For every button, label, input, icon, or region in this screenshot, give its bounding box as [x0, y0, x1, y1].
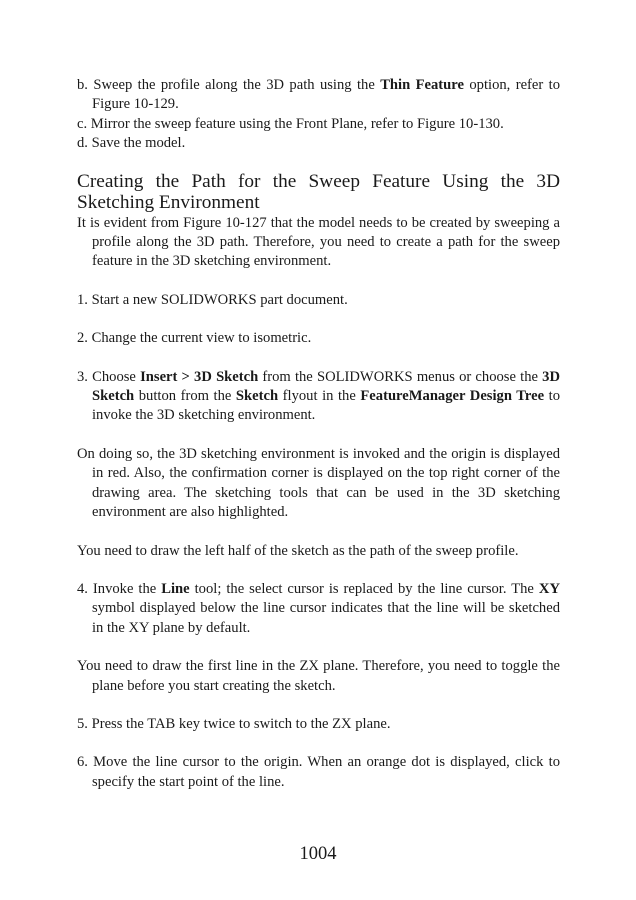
bold-term: FeatureManager Design Tree [360, 388, 545, 405]
section-heading: Creating the Path for the Sweep Feature Using the 3D Sketching Environment [77, 170, 560, 214]
text-run: to invoke the 3D sketching environment. [92, 388, 560, 424]
paragraph-first-line [77, 657, 560, 696]
paragraph-step-3 [77, 368, 560, 426]
text-run: flyout in the [278, 388, 361, 405]
bold-term: Sketch [235, 388, 279, 405]
text-run: On doing so, the 3D sketching environment is invoked and the origin is displayed in red. Also, the confirmation corner is displayed on the top right corner of the drawing area. The sketching tools that can be used in the 3D sketching environment are also highlighted. [77, 445, 560, 521]
paragraph-step-c [77, 115, 560, 134]
text-run: symbol displayed below the line cursor indicates that the line will be sketched in the XY plane by default. [92, 600, 560, 636]
text-run: d. Save the model. [77, 135, 186, 152]
text-run: 5. Press the TAB key twice to switch to the ZX plane. [77, 715, 391, 732]
text-run: option, refer to Figure 10-129. [92, 77, 561, 113]
text-run: b. Sweep the profile along the 3D path using the [77, 77, 381, 93]
paragraph-left-half [77, 542, 560, 561]
bold-term: Thin Feature [380, 77, 464, 93]
text-run: button from the [134, 388, 236, 405]
text-run: c. Mirror the sweep feature using the Front Plane, refer to Figure 10-130. [77, 115, 504, 132]
text-run: from the SOLIDWORKS menus or choose the [258, 368, 543, 385]
text-run: You need to draw the first line in the ZX plane. Therefore, you need to toggle the plane before you start creating the sketch. [77, 658, 560, 694]
paragraph-step-1 [77, 291, 560, 310]
text-run: 3. Choose [77, 368, 141, 385]
page-body [77, 76, 560, 792]
paragraph-step-4 [77, 580, 560, 638]
paragraph-on-doing-so [77, 445, 560, 523]
bold-term: XY [538, 580, 560, 597]
paragraph-step-d [77, 134, 560, 153]
text-run: 2. Change the current view to isometric. [77, 330, 312, 347]
text-run: 6. Move the line cursor to the origin. When an orange dot is displayed, click to specify the start point of the line. [77, 754, 560, 790]
step-list [77, 76, 560, 154]
paragraph-step-b [77, 76, 560, 115]
page-number: 1004 [299, 844, 337, 864]
text-run: You need to draw the left half of the sketch as the path of the sweep profile. [77, 542, 519, 559]
bold-term: Line [161, 580, 190, 597]
text-run: 1. Start a new SOLIDWORKS part document. [77, 291, 348, 308]
bold-term: Insert > 3D Sketch [140, 368, 259, 385]
bold-term: 3D Sketch [92, 368, 560, 405]
paragraph-step-6 [77, 753, 560, 792]
paragraph-step-5 [77, 715, 560, 734]
text-run: tool; the select cursor is replaced by the line cursor. The [189, 580, 539, 597]
paragraph-step-2 [77, 329, 560, 348]
section-body [77, 214, 560, 793]
paragraph-intro [77, 214, 560, 272]
text-run: It is evident from Figure 10-127 that the model needs to be created by sweeping a profile along the 3D path. Therefore, you need to create a path for the sweep feature in the 3D sketching environment. [77, 214, 560, 270]
text-run: 4. Invoke the [77, 580, 162, 597]
